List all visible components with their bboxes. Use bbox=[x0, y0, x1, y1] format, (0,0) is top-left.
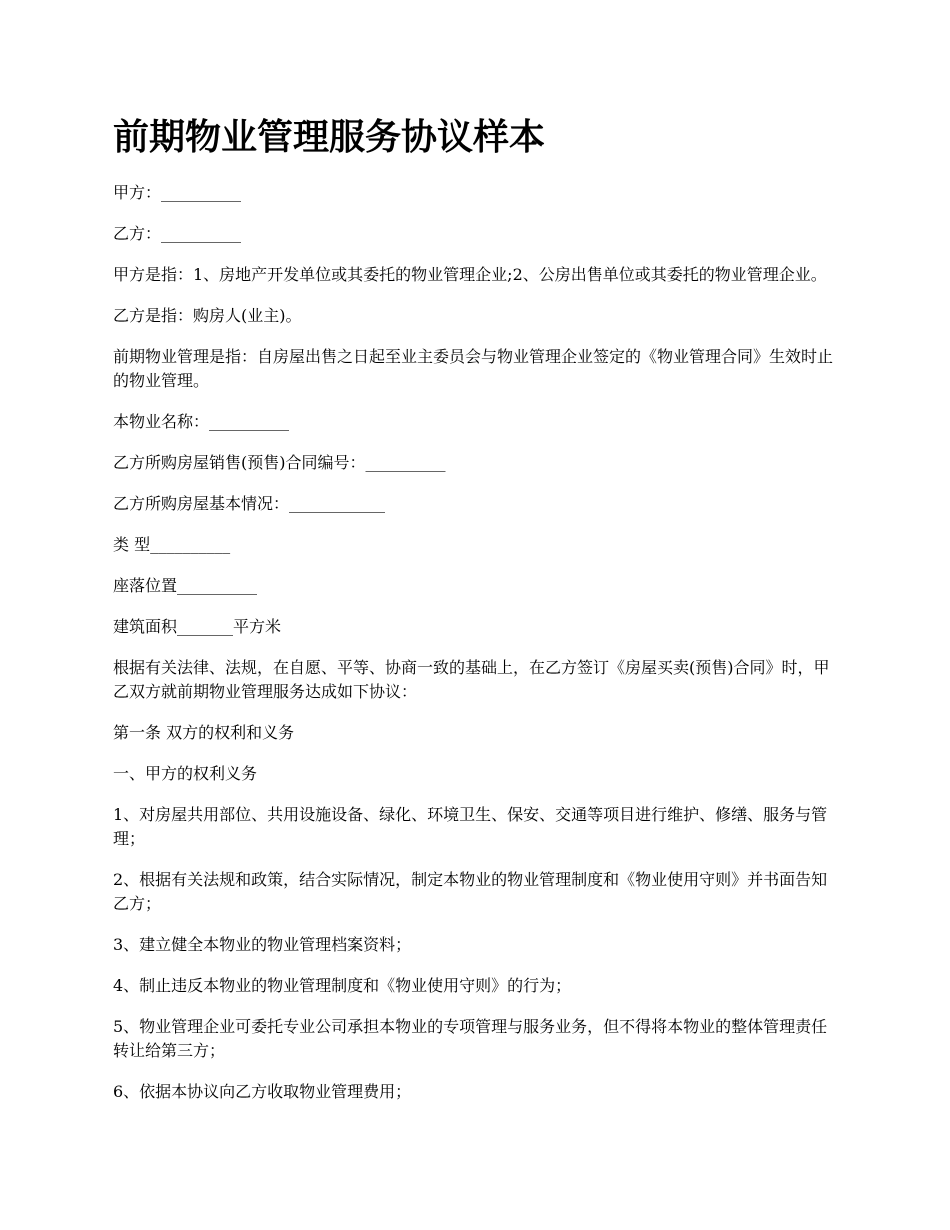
clause-item: 5、物业管理企业可委托专业公司承担本物业的专项管理与服务业务，但不得将本物业的整体管理责任转让给第三方； bbox=[113, 1017, 828, 1060]
clause-item: 1、对房屋共用部位、共用设施设备、绿化、环境卫生、保安、交通等项目进行维护、修缮、服务与管理； bbox=[113, 805, 828, 848]
property-name-line: 本物业名称：__________ bbox=[113, 412, 290, 431]
party-b-line: 乙方：__________ bbox=[113, 224, 242, 243]
agreement-preamble: 根据有关法律、法规，在自愿、平等、协商一致的基础上，在乙方签订《房屋买卖(预售)合同》时，甲乙双方就前期物业管理服务达成如下协议： bbox=[113, 658, 830, 701]
clause-item: 3、建立健全本物业的物业管理档案资料； bbox=[113, 935, 412, 954]
party-b-definition: 乙方是指：购房人(业主)。 bbox=[113, 306, 302, 325]
contract-number-line: 乙方所购房屋销售(预售)合同编号：__________ bbox=[113, 453, 446, 472]
section-one-heading: 一、甲方的权利义务 bbox=[113, 764, 258, 783]
party-a-definition: 甲方是指：1、房地产开发单位或其委托的物业管理企业;2、公房出售单位或其委托的物业管理企业。 bbox=[113, 265, 827, 284]
article-one-heading: 第一条 双方的权利和义务 bbox=[113, 723, 295, 742]
house-location-line: 座落位置__________ bbox=[113, 576, 258, 595]
clause-item: 6、依据本协议向乙方收取物业管理费用； bbox=[113, 1082, 412, 1101]
building-area-line: 建筑面积_______平方米 bbox=[113, 617, 282, 636]
preliminary-management-definition: 前期物业管理是指：自房屋出售之日起至业主委员会与物业管理企业签定的《物业管理合同》生效时止的物业管理。 bbox=[113, 347, 834, 390]
clause-item: 4、制止违反本物业的物业管理制度和《物业使用守则》的行为； bbox=[113, 976, 572, 995]
clause-item: 2、根据有关法规和政策，结合实际情况，制定本物业的物业管理制度和《物业使用守则》并书面告知乙方； bbox=[113, 870, 828, 913]
house-basic-info-line: 乙方所购房屋基本情况：____________ bbox=[113, 494, 386, 513]
party-a-line: 甲方：__________ bbox=[113, 183, 242, 202]
document-title: 前期物业管理服务协议样本 bbox=[113, 116, 546, 158]
house-type-line: 类 型__________ bbox=[113, 535, 231, 554]
document-page bbox=[113, 112, 843, 1121]
